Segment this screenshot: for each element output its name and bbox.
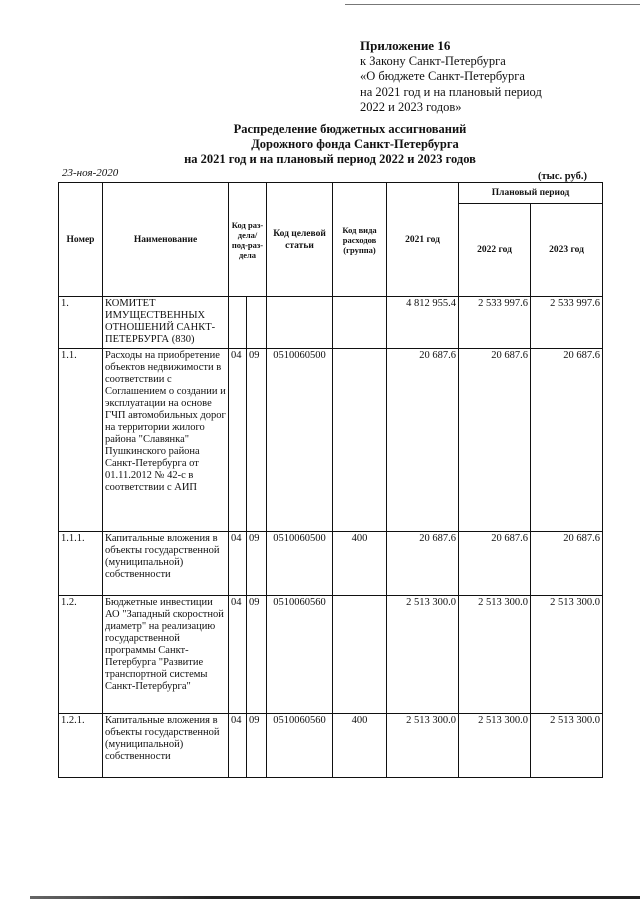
col-section: Код раз-дела/ под-раз-дела — [229, 183, 267, 297]
row-name: Капитальные вложения в объекты государственной (муниципальной) собственности — [103, 714, 229, 778]
row-pr: 09 — [247, 714, 267, 778]
appendix-block — [360, 38, 542, 116]
appendix-title: Приложение 16 — [360, 38, 451, 53]
row-2023: 2 513 300.0 — [531, 714, 603, 778]
row-number: 1.1. — [59, 349, 103, 532]
row-expense — [333, 349, 387, 532]
table-row — [59, 297, 603, 349]
row-pr: 09 — [247, 349, 267, 532]
row-target — [267, 297, 333, 349]
row-pr: 09 — [247, 596, 267, 714]
units-label: (тыс. руб.) — [538, 171, 587, 182]
row-target: 0510060560 — [267, 714, 333, 778]
row-rz: 04 — [229, 532, 247, 596]
row-2021: 20 687.6 — [387, 532, 459, 596]
col-name: Наименование — [103, 183, 229, 297]
heading-line-1: Распределение бюджетных ассигнований — [233, 122, 467, 136]
table-row — [59, 532, 603, 596]
row-pr — [247, 297, 267, 349]
row-expense: 400 — [333, 532, 387, 596]
col-number: Номер — [59, 183, 103, 297]
row-target: 0510060500 — [267, 532, 333, 596]
row-name: Капитальные вложения в объекты государственной (муниципальной) собственности — [103, 532, 229, 596]
appendix-line: на 2021 год и на плановый период — [360, 84, 542, 99]
table-row — [59, 596, 603, 714]
col-2023: 2023 год — [531, 204, 603, 297]
row-number: 1.2.1. — [59, 714, 103, 778]
row-2022: 2 513 300.0 — [459, 596, 531, 714]
top-rule — [345, 4, 640, 5]
appendix-line: «О бюджете Санкт-Петербурга — [360, 69, 525, 84]
row-name: Бюджетные инвестиции АО "Западный скоростной диаметр" на реализацию государственной программы Санкт-Петербурга "Развитие транспортной системы Санкт-Петербурга" — [103, 596, 229, 714]
row-2022: 20 687.6 — [459, 532, 531, 596]
heading-line-2: Дорожного фонда Санкт-Петербурга — [251, 137, 459, 151]
row-2023: 20 687.6 — [531, 532, 603, 596]
row-target: 0510060500 — [267, 349, 333, 532]
table-row — [59, 714, 603, 778]
document-heading — [0, 122, 640, 167]
col-2021: 2021 год — [387, 183, 459, 297]
row-2022: 20 687.6 — [459, 349, 531, 532]
row-2022: 2 513 300.0 — [459, 714, 531, 778]
col-target: Код целевой статьи — [267, 183, 333, 297]
row-number: 1.2. — [59, 596, 103, 714]
row-2023: 2 533 997.6 — [531, 297, 603, 349]
row-expense: 400 — [333, 714, 387, 778]
row-pr: 09 — [247, 532, 267, 596]
row-expense — [333, 297, 387, 349]
row-2023: 20 687.6 — [531, 349, 603, 532]
row-expense — [333, 596, 387, 714]
bottom-rule — [30, 896, 640, 899]
col-2022: 2022 год — [459, 204, 531, 297]
row-rz: 04 — [229, 714, 247, 778]
row-name: КОМИТЕТ ИМУЩЕСТВЕННЫХ ОТНОШЕНИЙ САНКТ-ПЕТЕРБУРГА (830) — [103, 297, 229, 349]
row-target: 0510060560 — [267, 596, 333, 714]
appendix-line: к Закону Санкт-Петербурга — [360, 53, 506, 68]
appendix-line: 2022 и 2023 годов» — [360, 100, 462, 115]
document-date: 23-ноя-2020 — [62, 167, 119, 179]
row-2021: 2 513 300.0 — [387, 596, 459, 714]
row-rz: 04 — [229, 349, 247, 532]
row-number: 1.1.1. — [59, 532, 103, 596]
heading-line-3: на 2021 год и на плановый период 2022 и 2023 годов — [184, 152, 476, 166]
budget-table — [58, 182, 603, 778]
row-rz — [229, 297, 247, 349]
row-2022: 2 533 997.6 — [459, 297, 531, 349]
row-2021: 4 812 955.4 — [387, 297, 459, 349]
col-plan: Плановый период — [459, 183, 603, 204]
row-2021: 2 513 300.0 — [387, 714, 459, 778]
row-name: Расходы на приобретение объектов недвижимости в соответствии с Соглашением о создании и эксплуатации на основе ГЧП автомобильных дорог на территории жилого района "Славянка" Пушкинского района Санкт-Петербурга от 01.11.2012 № 42-с в соответствии с АИП — [103, 349, 229, 532]
row-2023: 2 513 300.0 — [531, 596, 603, 714]
table-row — [59, 349, 603, 532]
row-number: 1. — [59, 297, 103, 349]
row-2021: 20 687.6 — [387, 349, 459, 532]
row-rz: 04 — [229, 596, 247, 714]
col-expense: Код вида расходов (группа) — [333, 183, 387, 297]
